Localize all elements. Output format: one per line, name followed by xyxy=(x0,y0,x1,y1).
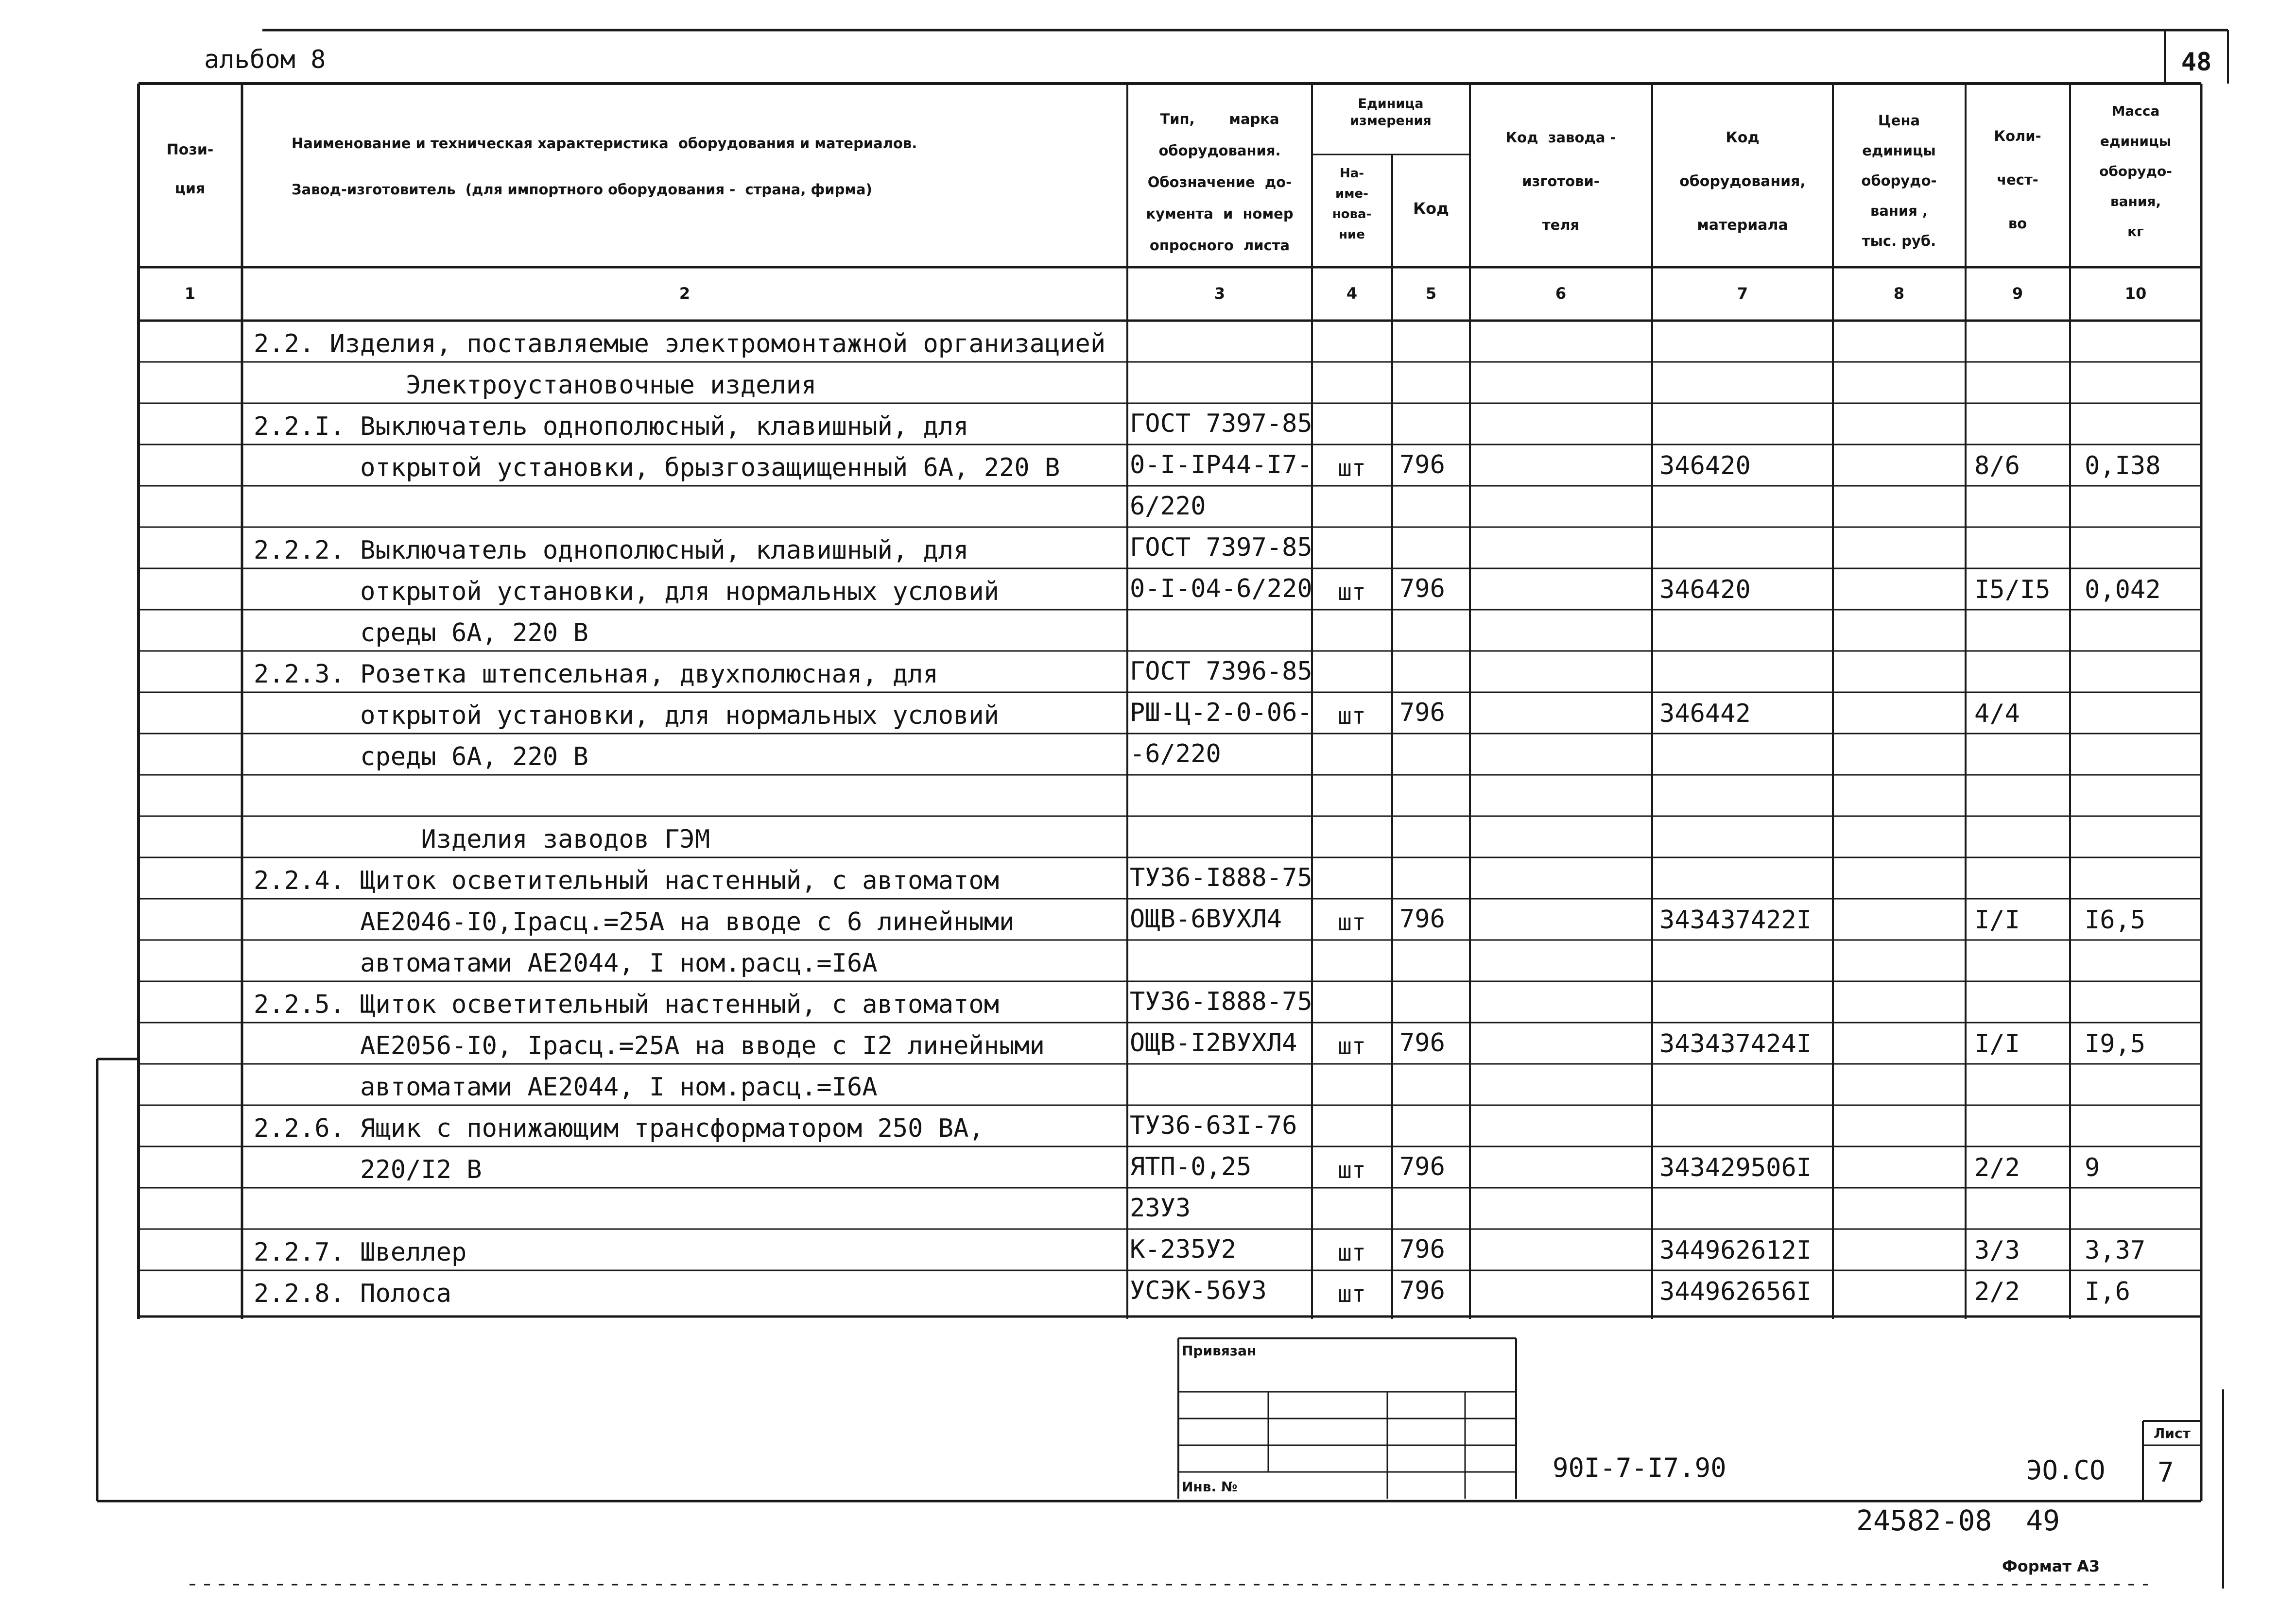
header-quantity: Коли- xyxy=(1994,128,2041,144)
row-name: среды 6А, 220 В xyxy=(254,742,588,771)
row-name: 2.2.5. Щиток осветительный настенный, с автоматом xyxy=(254,990,1000,1019)
column-number: 8 xyxy=(1893,284,1905,303)
row-type: 0-I-04-6/220 xyxy=(1130,574,1312,603)
row-unit: шт xyxy=(1338,1157,1366,1184)
header-factory-code: изготови- xyxy=(1522,173,1600,189)
header-price: тыс. руб. xyxy=(1862,233,1936,249)
row-type: ОЩВ-6ВУХЛ4 xyxy=(1130,905,1282,934)
header-name: Завод-изготовитель (для импортного оборудования - страна, фирма) xyxy=(292,181,872,198)
row-material-code: 346420 xyxy=(1659,451,1751,480)
header-material-code: оборудования, xyxy=(1679,173,1806,190)
row-material-code: 344962612I xyxy=(1659,1236,1812,1265)
row-quantity: 8/6 xyxy=(1974,451,2020,480)
row-type: ГОСТ 7397-85 xyxy=(1130,409,1312,438)
row-unit: шт xyxy=(1338,455,1366,482)
row-name: 2.2.3. Розетка штепсельная, двухполюсная, для xyxy=(254,660,938,689)
row-type: 0-I-IP44-I7- xyxy=(1130,450,1312,479)
header-quantity: во xyxy=(2008,215,2027,232)
row-unit-code: 796 xyxy=(1399,698,1445,727)
row-quantity: 2/2 xyxy=(1974,1277,2020,1306)
row-name: 2.2.7. Швеллер xyxy=(254,1238,467,1267)
header-type: опросного листа xyxy=(1149,237,1290,254)
header-type: кумента и номер xyxy=(1146,205,1294,222)
row-type: ГОСТ 7397-85 xyxy=(1130,533,1312,562)
row-mass: I9,5 xyxy=(2085,1029,2146,1059)
row-name: 2.2.2. Выключатель однополюсный, клавишный, для xyxy=(254,536,969,565)
row-type: 6/220 xyxy=(1130,492,1206,521)
row-type: -6/220 xyxy=(1130,739,1221,769)
stamp-sheet-number: 7 xyxy=(2158,1457,2174,1488)
row-unit-code: 796 xyxy=(1399,574,1445,603)
column-number: 6 xyxy=(1555,284,1567,303)
header-material-code: Код xyxy=(1726,129,1760,146)
header-unit-name: ние xyxy=(1339,227,1365,242)
column-number: 1 xyxy=(184,284,196,303)
row-name: АЕ2056-I0, Iрасц.=25А на вводе с I2 линейными xyxy=(254,1031,1045,1060)
row-name: среды 6А, 220 В xyxy=(254,618,588,648)
header-mass: единицы xyxy=(2100,133,2172,149)
row-unit-code: 796 xyxy=(1399,1152,1445,1181)
row-name: 2.2.8. Полоса xyxy=(254,1279,451,1308)
header-price: оборудо- xyxy=(1861,172,1937,189)
row-mass: I6,5 xyxy=(2085,906,2146,935)
row-name: 2.2.4. Щиток осветительный настенный, с автоматом xyxy=(254,866,1000,895)
row-unit-code: 796 xyxy=(1399,450,1445,479)
row-quantity: 3/3 xyxy=(1974,1236,2020,1265)
row-name: открытой установки, для нормальных условий xyxy=(254,577,1000,606)
row-type: ТУ36-I888-75 xyxy=(1130,863,1312,892)
row-material-code: 346442 xyxy=(1659,699,1751,728)
header-unit-name: име- xyxy=(1335,187,1368,201)
row-unit: шт xyxy=(1338,1033,1366,1060)
header-type: Обозначение до- xyxy=(1147,174,1292,190)
row-material-code: 344962656I xyxy=(1659,1277,1812,1306)
header-price: вания , xyxy=(1870,203,1928,219)
row-mass: 0,I38 xyxy=(2085,451,2161,480)
row-unit-code: 796 xyxy=(1399,1235,1445,1264)
row-name: 2.2.I. Выключатель однополюсный, клавишный, для xyxy=(254,412,969,441)
row-type: УСЭК-56УЗ xyxy=(1130,1276,1267,1305)
row-unit-code: 796 xyxy=(1399,905,1445,934)
header-unit-group: Единица xyxy=(1358,96,1424,111)
header-material-code: материала xyxy=(1697,217,1788,234)
header-unit-name: нова- xyxy=(1332,207,1372,222)
row-name: открытой установки, брызгозащищенный 6А, 220 В xyxy=(254,453,1060,482)
column-number: 10 xyxy=(2124,284,2147,303)
stamp-doc-code: 90I-7-I7.90 xyxy=(1553,1453,1726,1483)
row-name: автоматами АЕ2044, I ном.расц.=I6А xyxy=(254,949,878,978)
row-unit-code: 796 xyxy=(1399,1276,1445,1305)
row-name: автоматами АЕ2044, I ном.расц.=I6А xyxy=(254,1073,878,1102)
header-quantity: чест- xyxy=(1997,171,2038,188)
header-price: Цена xyxy=(1878,112,1920,129)
row-name: 220/I2 В xyxy=(254,1155,482,1184)
row-mass: 3,37 xyxy=(2085,1236,2146,1265)
stamp-privyazan: Привязан xyxy=(1182,1343,1257,1359)
row-name: АЕ2046-I0,Iрасц.=25А на вводе с 6 линейными xyxy=(254,907,1015,937)
header-factory-code: Код завода - xyxy=(1505,129,1616,146)
row-unit: шт xyxy=(1338,1281,1366,1308)
header-mass: оборудо- xyxy=(2099,163,2172,179)
header-mass: кг xyxy=(2127,223,2144,239)
header-mass: вания, xyxy=(2110,193,2161,209)
row-unit: шт xyxy=(1338,1239,1366,1266)
header-price: единицы xyxy=(1862,142,1936,159)
row-material-code: 343437424I xyxy=(1659,1029,1812,1059)
row-unit: шт xyxy=(1338,909,1366,936)
row-material-code: 343429506I xyxy=(1659,1153,1812,1182)
row-type: 23УЗ xyxy=(1130,1194,1191,1223)
stamp-sheet-label: Лист xyxy=(2154,1425,2191,1441)
header-type: оборудования. xyxy=(1158,142,1281,159)
header-unit-name: На- xyxy=(1339,166,1364,181)
row-quantity: 2/2 xyxy=(1974,1153,2020,1182)
column-number: 3 xyxy=(1214,284,1226,303)
header-position: ция xyxy=(174,180,206,197)
header-factory-code: теля xyxy=(1542,217,1580,233)
row-quantity: I/I xyxy=(1974,906,2020,935)
row-material-code: 346420 xyxy=(1659,575,1751,604)
handwritten-number: 24582-08 49 xyxy=(1856,1504,2060,1537)
row-quantity: I/I xyxy=(1974,1029,2020,1059)
row-type: ОЩВ-I2ВУХЛ4 xyxy=(1130,1028,1297,1058)
row-material-code: 343437422I xyxy=(1659,906,1812,935)
page-corner-number: 48 xyxy=(2181,48,2212,77)
album-label: альбом 8 xyxy=(204,45,326,74)
row-mass: I,6 xyxy=(2085,1277,2130,1306)
format-label: Формат А3 xyxy=(2002,1557,2100,1575)
row-name: открытой установки, для нормальных условий xyxy=(254,701,1000,730)
column-number: 9 xyxy=(2012,284,2023,303)
row-type: ТУ36-I888-75 xyxy=(1130,987,1312,1016)
row-quantity: I5/I5 xyxy=(1974,575,2051,604)
header-type: Тип, марка xyxy=(1160,111,1279,127)
row-mass: 0,042 xyxy=(2085,575,2161,604)
stamp-doc-suffix: ЭО.СО xyxy=(2026,1455,2106,1486)
row-quantity: 4/4 xyxy=(1974,699,2020,728)
column-number: 4 xyxy=(1346,284,1358,303)
row-name: 2.2. Изделия, поставляемые электромонтажной организацией xyxy=(254,329,1106,359)
header-unit-code: Код xyxy=(1413,199,1449,218)
row-unit-code: 796 xyxy=(1399,1028,1445,1058)
column-number: 7 xyxy=(1737,284,1748,303)
row-name: Изделия заводов ГЭМ xyxy=(254,825,710,854)
header-mass: Масса xyxy=(2111,103,2160,119)
row-unit: шт xyxy=(1338,702,1366,730)
column-number: 5 xyxy=(1425,284,1437,303)
stamp-inventory: Инв. № xyxy=(1182,1479,1238,1495)
column-number: 2 xyxy=(679,284,691,303)
header-position: Пози- xyxy=(166,141,214,158)
row-mass: 9 xyxy=(2085,1153,2100,1182)
row-type: РШ-Ц-2-0-06- xyxy=(1130,698,1312,727)
row-type: ГОСТ 7396-85 xyxy=(1130,657,1312,686)
header-name: Наименование и техническая характеристика оборудования и материалов. xyxy=(292,135,917,152)
row-unit: шт xyxy=(1338,579,1366,606)
row-type: ТУ36-63I-76 xyxy=(1130,1111,1297,1140)
row-type: ЯТП-0,25 xyxy=(1130,1152,1252,1181)
row-name: Электроустановочные изделия xyxy=(254,371,817,400)
header-unit-group: измерения xyxy=(1350,113,1432,128)
row-type: К-235У2 xyxy=(1130,1235,1237,1264)
row-name: 2.2.6. Ящик с понижающим трансформатором 250 ВА, xyxy=(254,1114,984,1143)
